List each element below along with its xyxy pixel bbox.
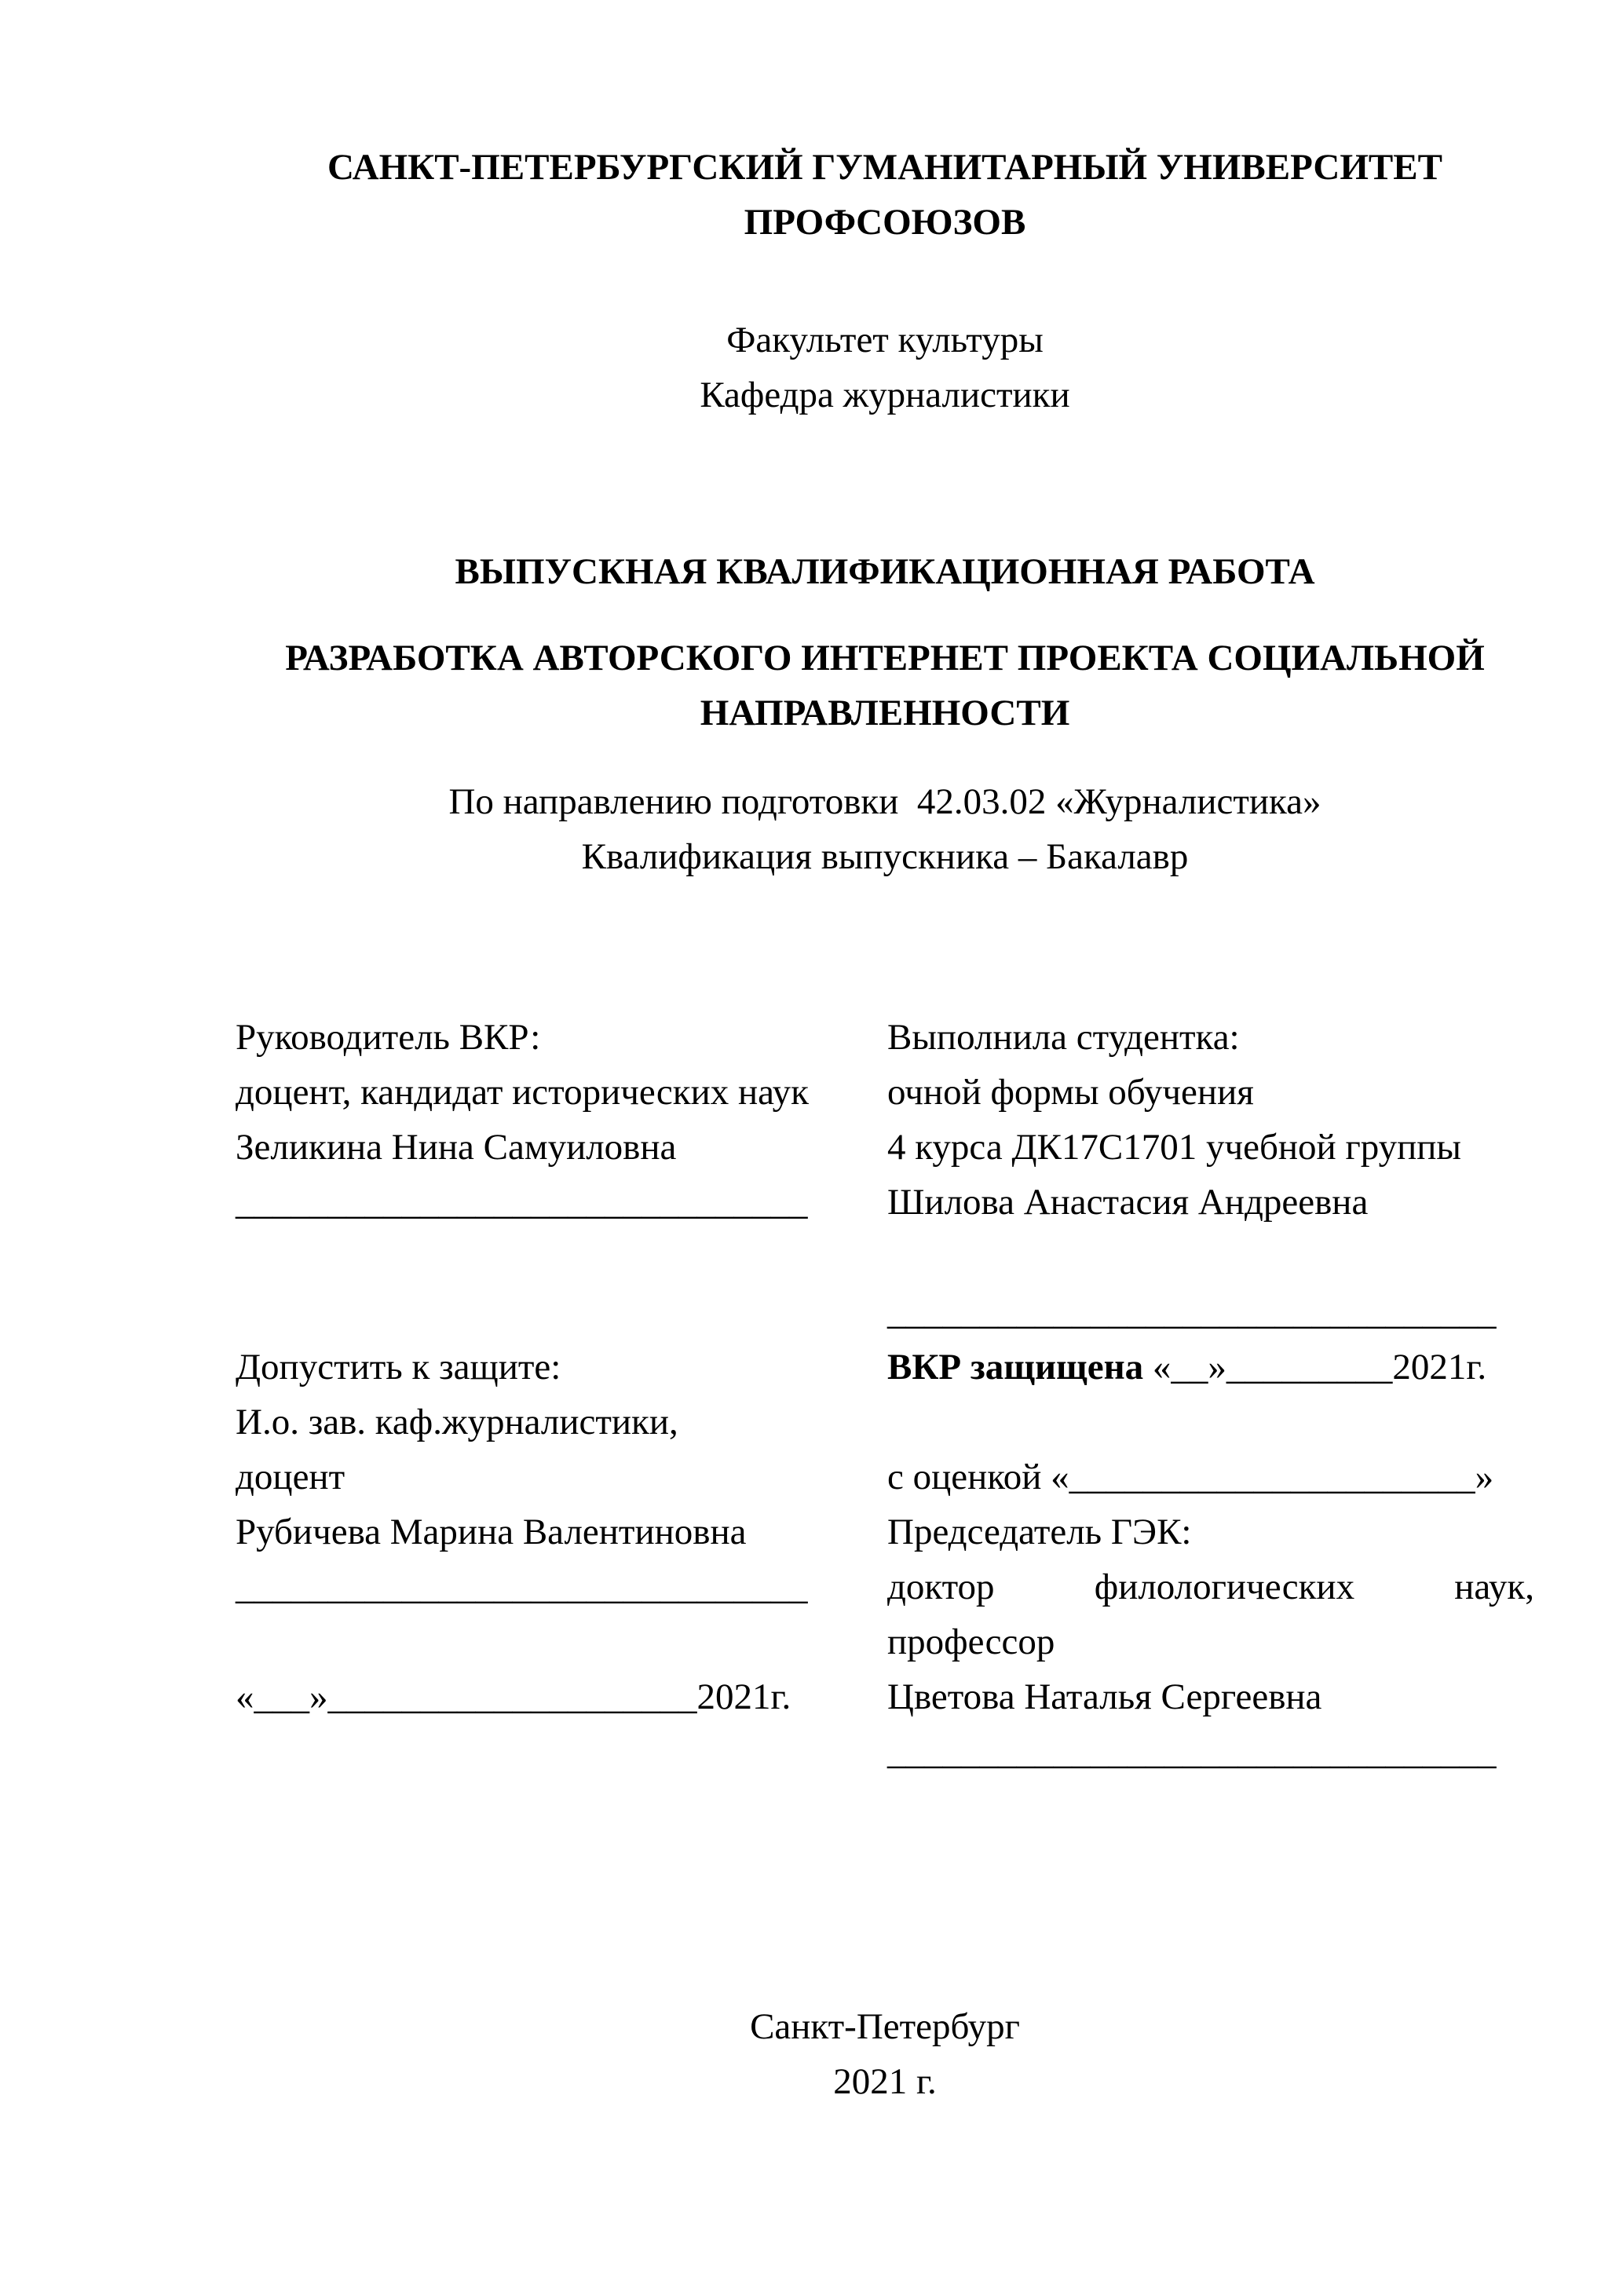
footer	[236, 1999, 1534, 2109]
admission-name: Рубичева Марина Валентиновна	[236, 1512, 747, 1552]
student-study-form: очной формы обучения	[887, 1072, 1254, 1113]
spacer-line	[236, 1614, 840, 1669]
defense-chair-position: профессор	[887, 1621, 1055, 1662]
work-type-heading: ВЫПУСКНАЯ КВАЛИФИКАЦИОННАЯ РАБОТА	[455, 551, 1315, 592]
defense-defended-line	[887, 1340, 1534, 1395]
spacer-line	[887, 1395, 1534, 1450]
defense-signature-line: _________________________________	[887, 1731, 1497, 1772]
admission-position-line2: доцент	[236, 1457, 345, 1497]
student-name: Шилова Анастасия Андреевна	[887, 1182, 1369, 1223]
defense-chair-name: Цветова Наталья Сергеевна	[887, 1676, 1322, 1717]
student-signature-line: _________________________________	[887, 1292, 1497, 1333]
faculty-name: Факультет культуры	[726, 320, 1044, 360]
faculty-block	[236, 313, 1534, 422]
defense-defended-bold: ВКР защищена	[887, 1347, 1144, 1387]
student-group: 4 курса ДК17С1701 учебной группы	[887, 1127, 1461, 1168]
thesis-title: РАЗРАБОТКА АВТОРСКОГО ИНТЕРНЕТ ПРОЕКТА СОЦИАЛЬНОЙ НАПРАВЛЕННОСТИ	[285, 638, 1485, 733]
footer-year: 2021 г.	[833, 2061, 937, 2102]
footer-city: Санкт-Петербург	[750, 2006, 1020, 2047]
defense-grade-line: с оценкой «______________________»	[887, 1457, 1494, 1497]
qualification-line: Квалификация выпускника – Бакалавр	[581, 836, 1189, 877]
defense-chair-degree: доктор филологических наук,	[887, 1567, 1534, 1607]
spacer-line	[236, 1285, 840, 1340]
supervisor-signature-line: _______________________________	[236, 1182, 808, 1223]
supervisor-name: Зеликина Нина Самуиловна	[236, 1127, 677, 1168]
university-name: САНКТ-ПЕТЕРБУРГСКИЙ ГУМАНИТАРНЫЙ УНИВЕРСИТЕТ ПРОФСОЮЗОВ	[327, 147, 1442, 243]
defense-chair-label: Председатель ГЭК:	[887, 1512, 1192, 1552]
signature-section	[236, 1010, 1534, 1779]
student-label: Выполнила студентка:	[887, 1017, 1240, 1058]
program-line: По направлению подготовки 42.03.02 «Журналистика»	[448, 781, 1321, 822]
admission-label: Допустить к защите:	[236, 1347, 561, 1387]
spacer-line	[236, 1230, 840, 1285]
program-block	[236, 774, 1534, 884]
spacer-line	[887, 1230, 1534, 1285]
admission-position-line1: И.о. зав. каф.журналистики,	[236, 1402, 678, 1442]
left-column	[236, 1010, 840, 1779]
defense-defended-rest: «__»_________2021г.	[1143, 1347, 1487, 1387]
admission-date-line: «___»____________________2021г.	[236, 1676, 791, 1717]
admission-signature-line: _______________________________	[236, 1567, 808, 1607]
supervisor-position: доцент, кандидат исторических наук	[236, 1072, 809, 1113]
right-column	[887, 1010, 1534, 1779]
supervisor-label: Руководитель ВКР:	[236, 1017, 541, 1058]
department-name: Кафедра журналистики	[700, 375, 1070, 415]
